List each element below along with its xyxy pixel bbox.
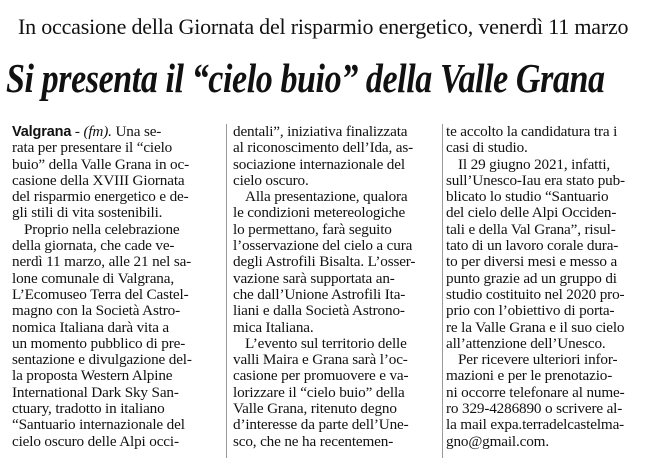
article-line: sull’Unesco-Iau era stato pub- xyxy=(446,171,625,189)
article-line: la proposta Western Alpine xyxy=(12,367,173,385)
article-line: sco, che ne ha recentemen- xyxy=(233,432,394,450)
article-line: L’Ecomuseo Terra del Castel- xyxy=(12,285,189,303)
article-line: degli Astrofili Bisalta. L’osser- xyxy=(233,253,416,271)
article-line: d’interesse da parte dell’Une- xyxy=(233,416,409,434)
article-line: liani e dalla Società Astrono- xyxy=(233,302,405,320)
article-line: International Dark Sky San- xyxy=(12,383,179,401)
article-column-3 xyxy=(446,124,652,450)
article-line: gli stili di vita sostenibili. xyxy=(12,204,163,222)
article-line: l’osservazione del cielo a cura xyxy=(233,237,413,255)
kicker: In occasione della Giornata del risparmio energetico, venerdì 11 marzo xyxy=(18,14,629,39)
article-line: valli Maira e Grana sarà l’oc- xyxy=(233,351,408,369)
article-line: lone comunale di Valgrana, xyxy=(12,269,174,287)
article-line: rata per presentare il “cielo xyxy=(12,139,173,157)
article-line: gno@gmail.com. xyxy=(446,432,549,450)
article-line: tato di un lavoro corale dura- xyxy=(446,237,619,255)
article-line: cielo oscuro. xyxy=(233,171,309,189)
article-line: vazione sarà supportata an- xyxy=(233,269,395,287)
article-line: la mail expa.terradelcastelma- xyxy=(446,416,625,434)
article-line: che dall’Unione Astrofili Ita- xyxy=(233,285,406,303)
article-line: prio con l’obiettivo di porta- xyxy=(446,302,615,320)
article-line: casi di studio. xyxy=(446,139,528,157)
article-line: te accolto la candidatura tra i xyxy=(446,123,618,140)
article-line: ro 329-4286890 o scrivere al- xyxy=(446,400,623,418)
article-column-2 xyxy=(233,124,443,450)
article-line: casione della XVIII Giornata xyxy=(12,171,185,189)
article-line: lo permettano, farà seguito xyxy=(233,220,392,238)
article-line: al riconoscimento dell’Ida, as- xyxy=(233,139,414,157)
article-line: Proprio nella celebrazione xyxy=(24,220,180,238)
article-line: Alla presentazione, qualora xyxy=(245,188,408,206)
byline-separator: - xyxy=(71,123,84,140)
byline-place: Valgrana xyxy=(12,124,72,140)
article-line: blicato lo studio “Santuario xyxy=(446,188,609,206)
article-line: buio” della Valle Grana in oc- xyxy=(12,155,189,173)
headline: Si presenta il “cielo buio” della Valle Grana xyxy=(6,55,605,101)
article-line-text: Una se- xyxy=(111,123,162,140)
article-line: della giornata, che cade ve- xyxy=(12,237,175,255)
article-line: le condizioni metereologiche xyxy=(233,204,406,222)
article-line: lorizzare il “cielo buio” della xyxy=(233,383,405,401)
article-line: dentali”, iniziativa finalizzata xyxy=(233,123,408,140)
article-line: mica Italiana. xyxy=(233,318,314,336)
article-line: un momento pubblico di pre- xyxy=(12,334,186,352)
article-line: L’evento sul territorio delle xyxy=(245,334,407,352)
article-line: cielo oscuro delle Alpi occi- xyxy=(12,432,179,450)
article-line: mazioni e per le prenotazio- xyxy=(446,367,613,385)
article-line: “Santuario internazionale del xyxy=(12,416,185,434)
article-line: ni occorre telefonare al nume- xyxy=(446,383,625,401)
article-line: punto grazie ad un gruppo di xyxy=(446,269,617,287)
article-line: nomica Italiana darà vita a xyxy=(12,318,170,336)
article-line: sociazione internazionale del xyxy=(233,155,405,173)
article-line: ctuary, tradotto in italiano xyxy=(12,400,165,418)
article-line: tali e della Val Grana”, risul- xyxy=(446,220,616,238)
article-line: Il 29 giugno 2021, infatti, xyxy=(458,155,611,173)
article-line: del risparmio energetico e de- xyxy=(12,188,189,206)
article-line: casione per promuovere e va- xyxy=(233,367,409,385)
byline-author: (fm). xyxy=(83,123,112,140)
article-line: to per diversi mesi e messo a xyxy=(446,253,618,271)
article-line: re la Valle Grana e il suo cielo xyxy=(446,318,625,336)
article-line: studio costituito nel 2020 pro- xyxy=(446,285,625,303)
article-line: all’attenzione dell’Unesco. xyxy=(446,334,606,352)
article-line: magno con la Società Astro- xyxy=(12,302,181,320)
article-line: del cielo delle Alpi Occiden- xyxy=(446,204,617,222)
article-column-1 xyxy=(12,124,222,450)
article-line: nerdì 11 marzo, alle 21 nel sa- xyxy=(12,253,192,271)
article-line xyxy=(12,124,222,140)
article-line: sentazione e divulgazione del- xyxy=(12,351,192,369)
article-line: Per ricevere ulteriori infor- xyxy=(458,351,618,369)
article-line: Valle Grana, ritenuto degno xyxy=(233,400,397,418)
